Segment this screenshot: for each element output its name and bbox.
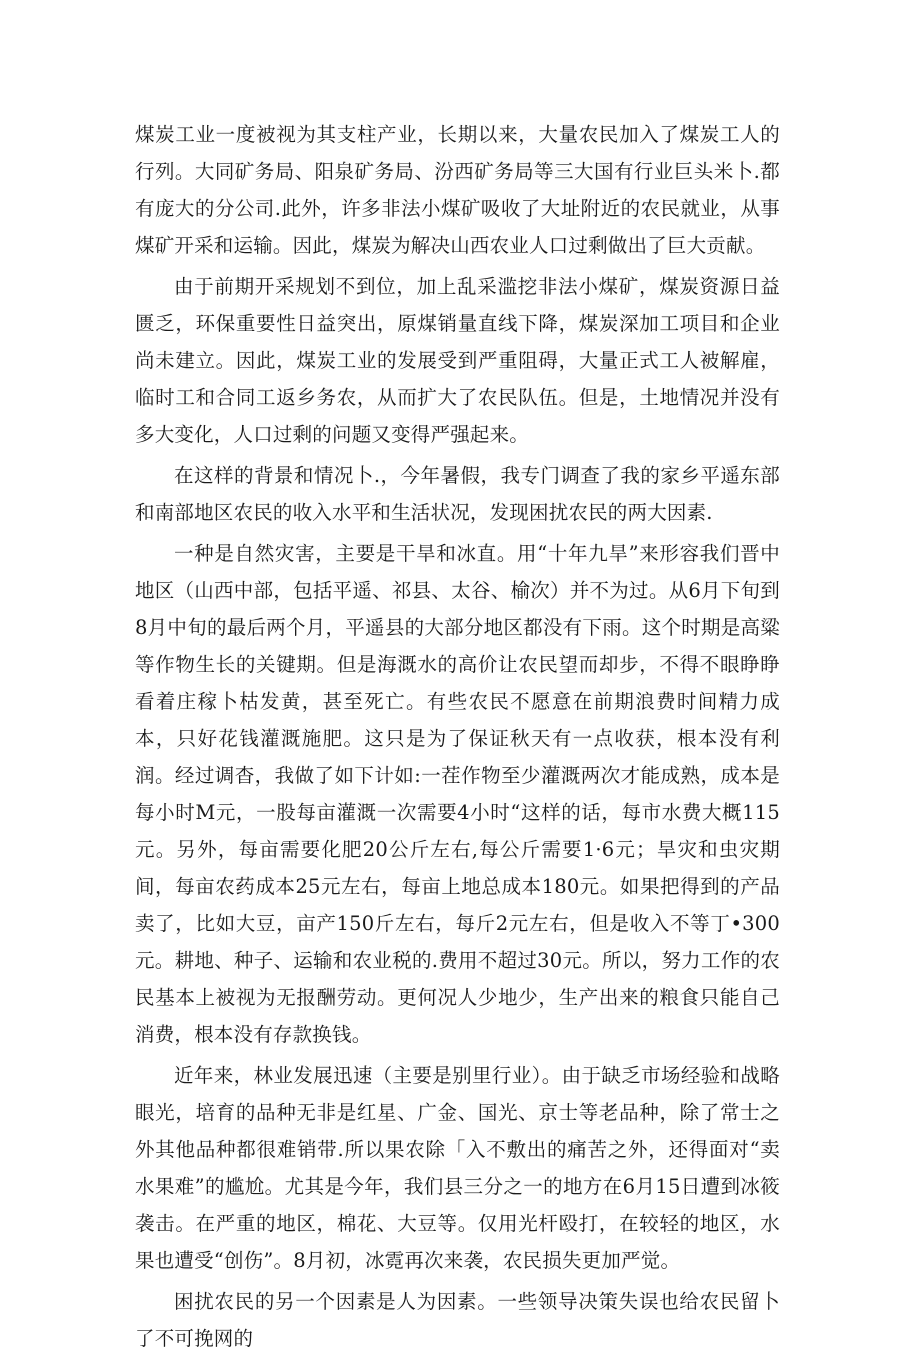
paragraph-survey-intro: 在这样的背景和情况卜.，今年暑假，我专门调查了我的家乡平遥东部和南部地区农民的收入水平和生活状况，发现困扰农民的两大因素. xyxy=(135,464,780,524)
paragraph-human-factors: 困扰农民的另一个因素是人为因素。一些领导决策失误也给农民留卜了不可挽网的 xyxy=(135,1290,780,1350)
paragraph-coal-industry: 煤炭工业一度被视为其支柱产业，长期以来，大量农民加入了煤炭工人的行列。大同矿务局、阳泉矿务局、汾西矿务局等三大国有行业巨头米卜.都有庞大的分公司.此外，许多非法小煤矿吸收了大址附近的农民就业，从事煤矿开采和运输。因此，煤炭为解决山西农业人口过剩做出了巨大贡献。 xyxy=(135,123,780,257)
paragraph-coal-decline: 由于前期开采规划不到位，加上乱采滥挖非法小煤矿，煤炭资源日益匮乏，环保重要性日益突出，原煤销量直线下降，煤炭深加工项目和企业尚未建立。因此，煤炭工业的发展受到严重阻碍，大量正式工人被解雇，临时工和合同工返乡务农，从而扩大了农民队伍。但是，土地情况并没有多大变化，人口过剩的问题又变得严强起来。 xyxy=(135,275,780,446)
paragraph-forestry: 近年来，林业发展迅速（主要是别里行业）。由于缺乏市场经验和战略眼光，培育的品种无非是红星、广金、国光、京士等老品种，除了常士之外其他品种都很难销带.所以果农除「入不敷出的痛苦之外，还得面对“卖水果难”的尴尬。尤其是今年，我们县三分之一的地方在6月15日遭到冰筱袭击。在严重的地区，棉花、大豆等。仅用光杆殴打，在较轻的地区，水果也遭受“创伤”。8月初，冰霓再次来袭，农民损失更加严觉。 xyxy=(135,1064,780,1272)
document-body xyxy=(135,116,780,1361)
paragraph-natural-disasters: 一种是自然灾害，主要是干旱和冰直。用“十年九旱”来形容我们晋中地区（山西中部，包括平遥、祁县、太谷、榆次）并不为过。从6月下旬到8月中旬的最后两个月，平遥县的大部分地区都没有下雨。这个时期是高粱等作物生长的关键期。但是海溉水的高价让农民望而却步，不得不眼睁睁看着庄稼卜枯发黄，甚至死亡。有些农民不愿意在前期浪费时间精力成本，只好花钱灌溉施肥。这只是为了保证秋天有一点收获，根本没有利润。经过调杳，我做了如下计如:一茬作物至少灌溉两次才能成熟，成本是每小时M元，一股每亩灌溉一次需要4小时“这样的话，每市水费大概115元。另外，每亩需要化肥20公斤左右,每公斤需要1·6元；旱灾和虫灾期间，每亩农药成本25元左右，每亩上地总成本180元。如果把得到的产品卖了，比如大豆，亩产150斤左右，每斤2元左右，但是收入不等丁•300元。耕地、种子、运输和农业税的.费用不超过30元。所以，努力工作的农民基本上被视为无报酬劳动。更何况人少地少，生产出来的粮食只能自己消费，根本没有存款换钱。 xyxy=(135,542,780,1046)
